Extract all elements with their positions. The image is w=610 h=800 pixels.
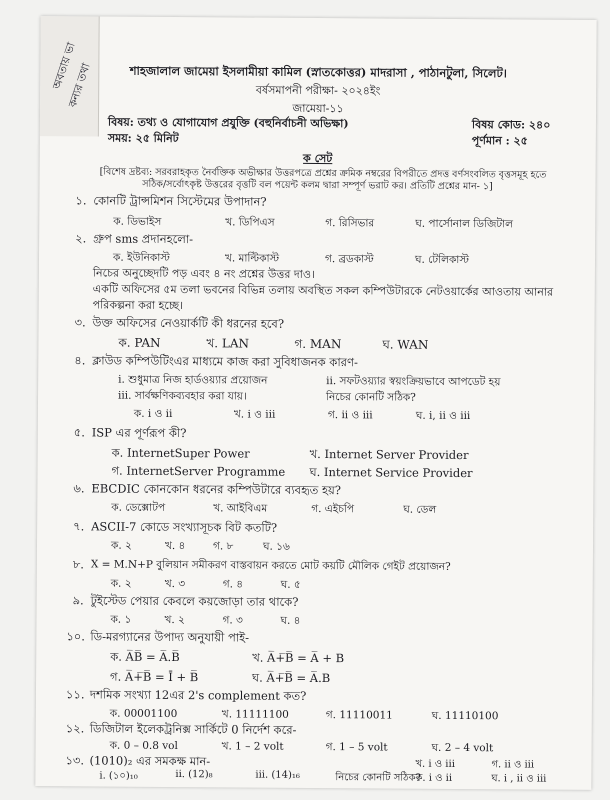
q2-option-a: ক. ইউনিকাস্ট	[112, 251, 170, 264]
q5-option-a: ক. InternetSuper Power	[111, 445, 250, 461]
q4-option-c: গ. ii ও iii	[327, 409, 373, 422]
q13-statement-ii: ii. (12)₈	[175, 769, 213, 781]
question-5-text: ISP এর পূর্ণরূপ কী?	[91, 425, 187, 441]
exam-title: বর্ষসমাপনী পরীক্ষা- ২০২৪ইং	[255, 83, 381, 98]
q9-option-d: ঘ. ৪	[280, 614, 301, 627]
q11-option-b: খ. 11111100	[221, 708, 289, 721]
question-4-text: ক্লাউড কম্পিউটিংএর মাধ্যমে কাজ করা সুবিধাজনক কারণ-	[92, 353, 358, 370]
q1-option-a: ক. ডিভাইস	[113, 215, 162, 228]
q12-option-a: ক. 0 – 0.8 vol	[109, 739, 178, 753]
q2-option-d: ঘ. টেলিকাস্ট	[414, 253, 469, 267]
full-marks: পূর্ণমান : ২৫	[471, 134, 528, 148]
question-13-text: (1010)₂ এর সমকক্ষ মান-	[89, 753, 211, 769]
q10-option-a: ক. A̅B̅ = A̅.B̅	[110, 649, 180, 665]
q4-option-a: ক. i ও ii	[133, 407, 173, 420]
exam-paper	[35, 16, 596, 790]
question-13-number: ১৩.	[65, 753, 85, 768]
q10-option-b: খ. A̅+̅B̅ = A̅ + B	[252, 650, 345, 666]
q3-option-b: খ. LAN	[206, 336, 250, 351]
q3-option-a: ক. PAN	[118, 335, 161, 350]
class-name: জামেয়া-১১	[292, 101, 344, 116]
q13-which-correct: নিচের কোনটি সঠিক?	[335, 772, 421, 784]
q9-option-a: ক. ১	[110, 613, 132, 626]
question-6-number: ৬.	[73, 481, 85, 496]
question-1-text: কোনটি ট্রান্সমিশন সিস্টেমের উপাদান?	[93, 193, 267, 209]
q5-option-c: গ. InternetServer Programme	[111, 463, 286, 479]
q7-option-d: ঘ. ১৬	[262, 540, 290, 553]
scenario-line2: পরিকল্পনা করা হচ্ছে।	[92, 298, 184, 313]
q2-option-c: গ. ব্রডকাস্ট	[324, 253, 374, 266]
question-11-number: ১১.	[65, 687, 85, 702]
q11-option-c: গ. 11110011	[325, 709, 393, 722]
q4-which-correct: নিচের কোনটি সঠিক?	[325, 391, 416, 404]
question-12-number: ১২.	[65, 721, 85, 736]
q1-option-b: খ. ডিপিএস	[225, 216, 275, 229]
question-7-number: ৭.	[73, 519, 85, 534]
q11-option-d: ঘ. 11110100	[431, 709, 499, 723]
q1-option-d: ঘ. পার্সোনাল ডিজিটাল	[415, 217, 514, 231]
question-8-text: X = M.N+P বুলিয়ান সমীকরণ বাস্তবায়ন করতে মোট কয়টি মৌলিক গেইট প্রয়োজন?	[90, 558, 451, 573]
q13-option-d: ঘ. i , ii ও iii	[491, 773, 547, 785]
subject-code: বিষয় কোড: ২৪০	[471, 118, 551, 132]
instruction-line2: সঠিক/সর্বোৎকৃষ্ট উত্তরের বৃত্তটি বল পয়েন্ট কলম দ্বারা সম্পূর্ণ ভরাট কর। প্রতিটি প্রশ্নের মান- ১]	[142, 178, 493, 193]
q10-option-d: ঘ. A̅+̅B̅ = A̅.B	[252, 670, 331, 686]
q6-option-c: গ. এইচপি	[311, 502, 355, 516]
time-allowed: সময়: ২৫ মিনিট	[107, 131, 179, 146]
question-7-text: ASCII-7 কোডে সংখ্যাসূচক বিট কতটি?	[91, 519, 278, 535]
q8-option-d: ঘ. ৫	[280, 578, 301, 591]
q10-option-c: গ. A̅+̅B̅ = Ī + B̅	[110, 669, 199, 685]
q1-option-c: গ. রিসিভার	[325, 217, 375, 230]
q13-option-b: খ. i ও iii	[415, 758, 455, 770]
subject: বিষয়: তথ্য ও যোগাযোগ প্রযুক্তি (বহুনির্বাচনী অভিক্ষা)	[107, 115, 349, 131]
q4-statement-ii: ii. সফটওয়্যার স্বয়ংক্রিয়ভাবে আপডেট হয়	[326, 375, 501, 389]
q13-statement-iii: iii. (14)₁₆	[255, 769, 300, 781]
q7-option-a: ক. ২	[110, 539, 132, 552]
question-3-text: উক্ত অফিসের নেওয়ার্কটি কী ধরনের হবে?	[92, 315, 285, 331]
question-2-number: ২.	[75, 231, 87, 246]
question-10-text: ডি-মরগ্যানের উপাদ্য অনুযায়ী পাই-	[90, 629, 250, 645]
instruction-line1: [বিশেষ দ্রষ্টব্য: সরবরাহকৃত নৈর্বক্তিক অভীক্ষার উত্তরপত্রে প্রশ্নের ক্রমিক নম্বরের বিপরীতে প্রদত্ত বর্ণসংবলিত বৃত্তসমূহ হতে	[99, 166, 547, 181]
margin-note-line2: কন্যর তথা	[65, 61, 93, 109]
question-3-number: ৩.	[74, 315, 86, 330]
q5-option-b: খ. Internet Server Provider	[309, 446, 469, 463]
q12-option-b: খ. 1 – 2 volt	[221, 740, 284, 753]
scenario-line1: একটি অফিসের ৫ম তলা ভবনের বিভিন্ন তলায় অবস্থিত সকল কম্পিউটারকে নেটওয়ার্কের আওতায় আনার	[92, 282, 554, 299]
q4-option-d: ঘ. i, ii ও iii	[415, 409, 471, 423]
institution-name: শাহজালাল জামেয়া ইসলামীয়া কামিল (স্নাতকোত্তর) মাদরাসা , পাঠানটুলা, সিলেট।	[129, 63, 507, 81]
question-11-text: দশমিক সংখ্যা 12এর 2's complement কত?	[89, 687, 307, 703]
question-2-text: গ্রুপ sms প্রদানহলো-	[93, 231, 194, 247]
q12-option-d: ঘ. 2 – 4 volt	[431, 741, 494, 755]
question-12-text: ডিজিটাল ইলেকট্রনিক্স সার্কিটে 0 নির্দেশ করে-	[89, 721, 297, 737]
question-10-number: ১০.	[66, 629, 86, 644]
q8-option-c: গ. ৪	[222, 578, 244, 591]
q4-option-b: খ. i ও iii	[233, 408, 276, 421]
q3-option-c: গ. MAN	[294, 336, 342, 352]
q2-option-b: খ. মাল্টিকাস্ট	[224, 252, 280, 265]
q7-option-c: গ. ৮	[212, 540, 234, 553]
question-1-number: ১.	[75, 193, 87, 208]
q6-option-a: ক. ডেক্সোটপ	[111, 501, 166, 514]
q6-option-b: খ. আইবিএম	[213, 502, 268, 515]
question-9-text: টুইস্টেড পেয়ার কেবলে কয়জোড়া তার থাকে?	[90, 593, 299, 609]
scenario-intro: নিচের অনুচ্ছেদটি পড় এবং ৪ নং প্রশ্নের উত্তর দাও।	[92, 266, 315, 281]
q13-statement-i: i. (১০)₁₀	[99, 770, 138, 782]
q13-option-a: ক. i ও ii	[415, 772, 453, 784]
question-9-number: ৯.	[72, 593, 84, 608]
q7-option-b: খ. ৪	[164, 539, 186, 553]
question-6-text: EBCDIC কোনকোন ধরনের কম্পিউটারে ব্যবহৃত হয়?	[91, 481, 342, 498]
q6-option-d: ঘ. ডেল	[403, 503, 437, 516]
q4-statement-i: i. শুধুমাত্র নিজ হার্ডওয়্যার প্রয়োজন	[118, 373, 268, 387]
q4-statement-iii: iii. সার্বক্ষণিকব্যবহার করা যায়।	[118, 389, 247, 403]
q12-option-c: গ. 1 – 5 volt	[325, 741, 388, 754]
q8-option-b: খ. ৩	[164, 577, 186, 591]
question-8-number: ৮.	[72, 557, 85, 572]
q9-option-b: খ. ২	[164, 613, 185, 627]
q5-option-d: ঘ. Internet Service Provider	[309, 464, 473, 481]
q13-option-c: গ. ii ও iii	[491, 759, 535, 771]
q8-option-a: ক. ২	[110, 577, 132, 590]
q9-option-c: গ. ৩	[222, 614, 243, 627]
set-label: ক সেট	[303, 151, 333, 166]
q11-option-a: ক. 00001100	[109, 707, 178, 721]
margin-note-line1: অবতায় ভা	[50, 40, 78, 91]
question-4-number: ৪.	[74, 353, 86, 368]
q3-option-d: ঘ. WAN	[382, 337, 429, 352]
question-5-number: ৫.	[73, 425, 85, 440]
